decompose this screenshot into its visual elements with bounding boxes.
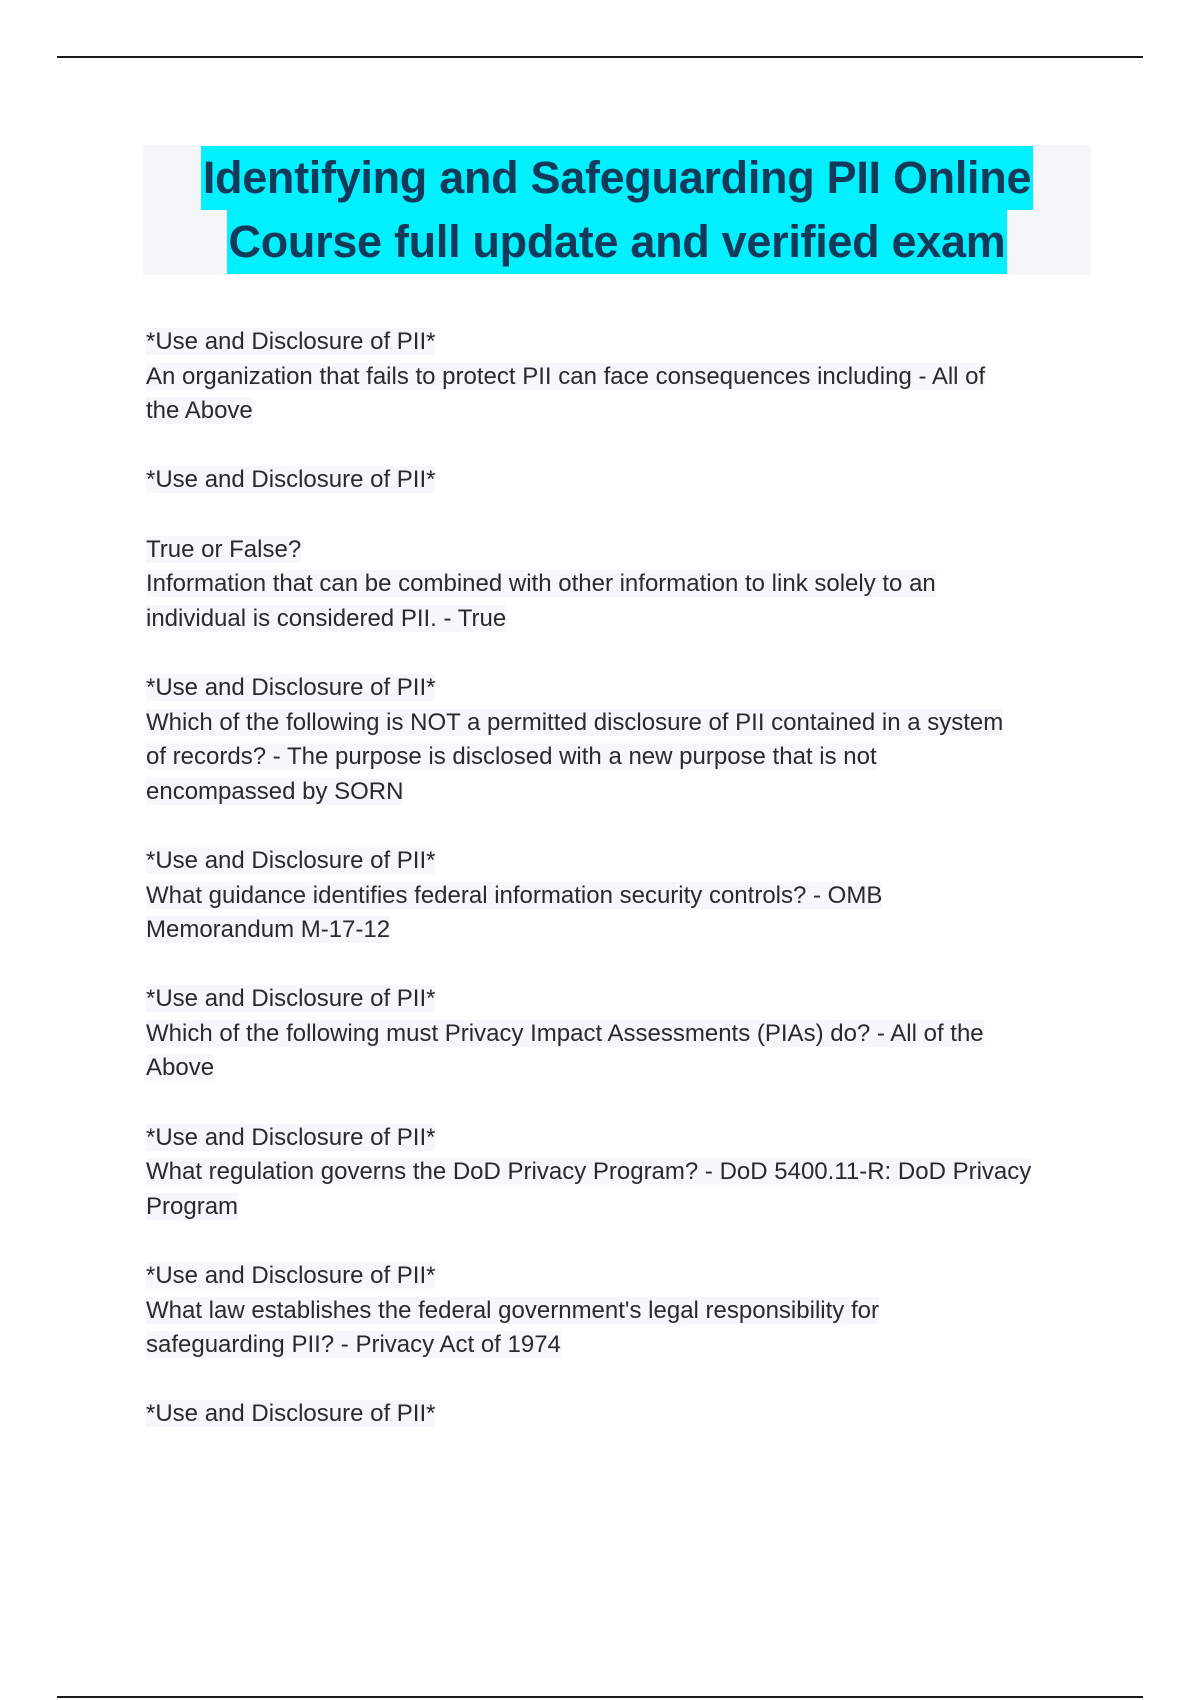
- question-text-line: [146, 1017, 1136, 1052]
- question-topic-text: *Use and Disclosure of PII*: [146, 1123, 436, 1151]
- question-topic: [146, 463, 1136, 498]
- question-topic-text: *Use and Disclosure of PII*: [146, 466, 436, 494]
- question-text-line: [146, 1328, 1136, 1363]
- question-text-line: [146, 775, 1136, 810]
- question-topic: [146, 844, 1136, 879]
- question-text-line: [146, 1155, 1136, 1190]
- question-topic: [146, 1259, 1136, 1294]
- question-topic-text: *Use and Disclosure of PII*: [146, 1262, 436, 1290]
- question-text-line: [146, 706, 1136, 741]
- document-title-line-1: Identifying and Safeguarding PII Online: [201, 146, 1033, 210]
- question-topic: [146, 325, 1136, 360]
- question-topic: [146, 1121, 1136, 1156]
- document-title-line-2: Course full update and verified exam: [227, 210, 1008, 274]
- header-rule: [57, 56, 1143, 58]
- question-item: [146, 325, 1136, 429]
- question-topic-text: *Use and Disclosure of PII*: [146, 673, 436, 701]
- question-text: An organization that fails to protect PII can face consequences including - All of: [146, 362, 986, 390]
- question-text: Memorandum M-17-12: [146, 916, 391, 944]
- question-text: the Above: [146, 397, 253, 425]
- blank-line: [146, 498, 1136, 533]
- question-topic: [146, 982, 1136, 1017]
- question-item: [146, 844, 1136, 948]
- question-text: Information that can be combined with other information to link solely to an: [146, 570, 936, 598]
- question-topic-text: *Use and Disclosure of PII*: [146, 1400, 436, 1428]
- question-text: What regulation governs the DoD Privacy Program? - DoD 5400.11-R: DoD Privacy: [146, 1158, 1032, 1186]
- question-text-line: [146, 913, 1136, 948]
- question-text-line: [146, 1190, 1136, 1225]
- question-text: safeguarding PII? - Privacy Act of 1974: [146, 1331, 561, 1359]
- question-item: [146, 1397, 1136, 1432]
- question-topic: [146, 671, 1136, 706]
- question-text: Which of the following must Privacy Impact Assessments (PIAs) do? - All of the: [146, 1019, 984, 1047]
- question-list: [146, 325, 1136, 1467]
- question-topic-text: *Use and Disclosure of PII*: [146, 985, 436, 1013]
- question-item: [146, 463, 1136, 636]
- question-text: Above: [146, 1054, 215, 1082]
- question-text: encompassed by SORN: [146, 777, 404, 805]
- question-text: Which of the following is NOT a permitted disclosure of PII contained in a system: [146, 708, 1004, 736]
- question-item: [146, 1259, 1136, 1363]
- question-text-line: [146, 360, 1136, 395]
- question-text-line: [146, 1051, 1136, 1086]
- question-text-line: [146, 533, 1136, 568]
- question-text-line: [146, 879, 1136, 914]
- question-text: of records? - The purpose is disclosed with a new purpose that is not: [146, 743, 877, 771]
- question-topic-text: *Use and Disclosure of PII*: [146, 846, 436, 874]
- question-topic: [146, 1397, 1136, 1432]
- question-item: [146, 671, 1136, 809]
- question-text-line: [146, 567, 1136, 602]
- question-item: [146, 1121, 1136, 1225]
- question-text-line: [146, 394, 1136, 429]
- question-text: individual is considered PII. - True: [146, 604, 507, 632]
- question-text: What law establishes the federal government's legal responsibility for: [146, 1296, 879, 1324]
- footer-rule: [57, 1696, 1143, 1698]
- question-text-line: [146, 740, 1136, 775]
- question-text: True or False?: [146, 535, 302, 563]
- question-text-line: [146, 602, 1136, 637]
- question-text: What guidance identifies federal information security controls? - OMB: [146, 881, 883, 909]
- question-topic-text: *Use and Disclosure of PII*: [146, 328, 436, 355]
- question-item: [146, 982, 1136, 1086]
- question-text-line: [146, 1294, 1136, 1329]
- document-title-block: [143, 145, 1091, 275]
- question-text: Program: [146, 1192, 239, 1220]
